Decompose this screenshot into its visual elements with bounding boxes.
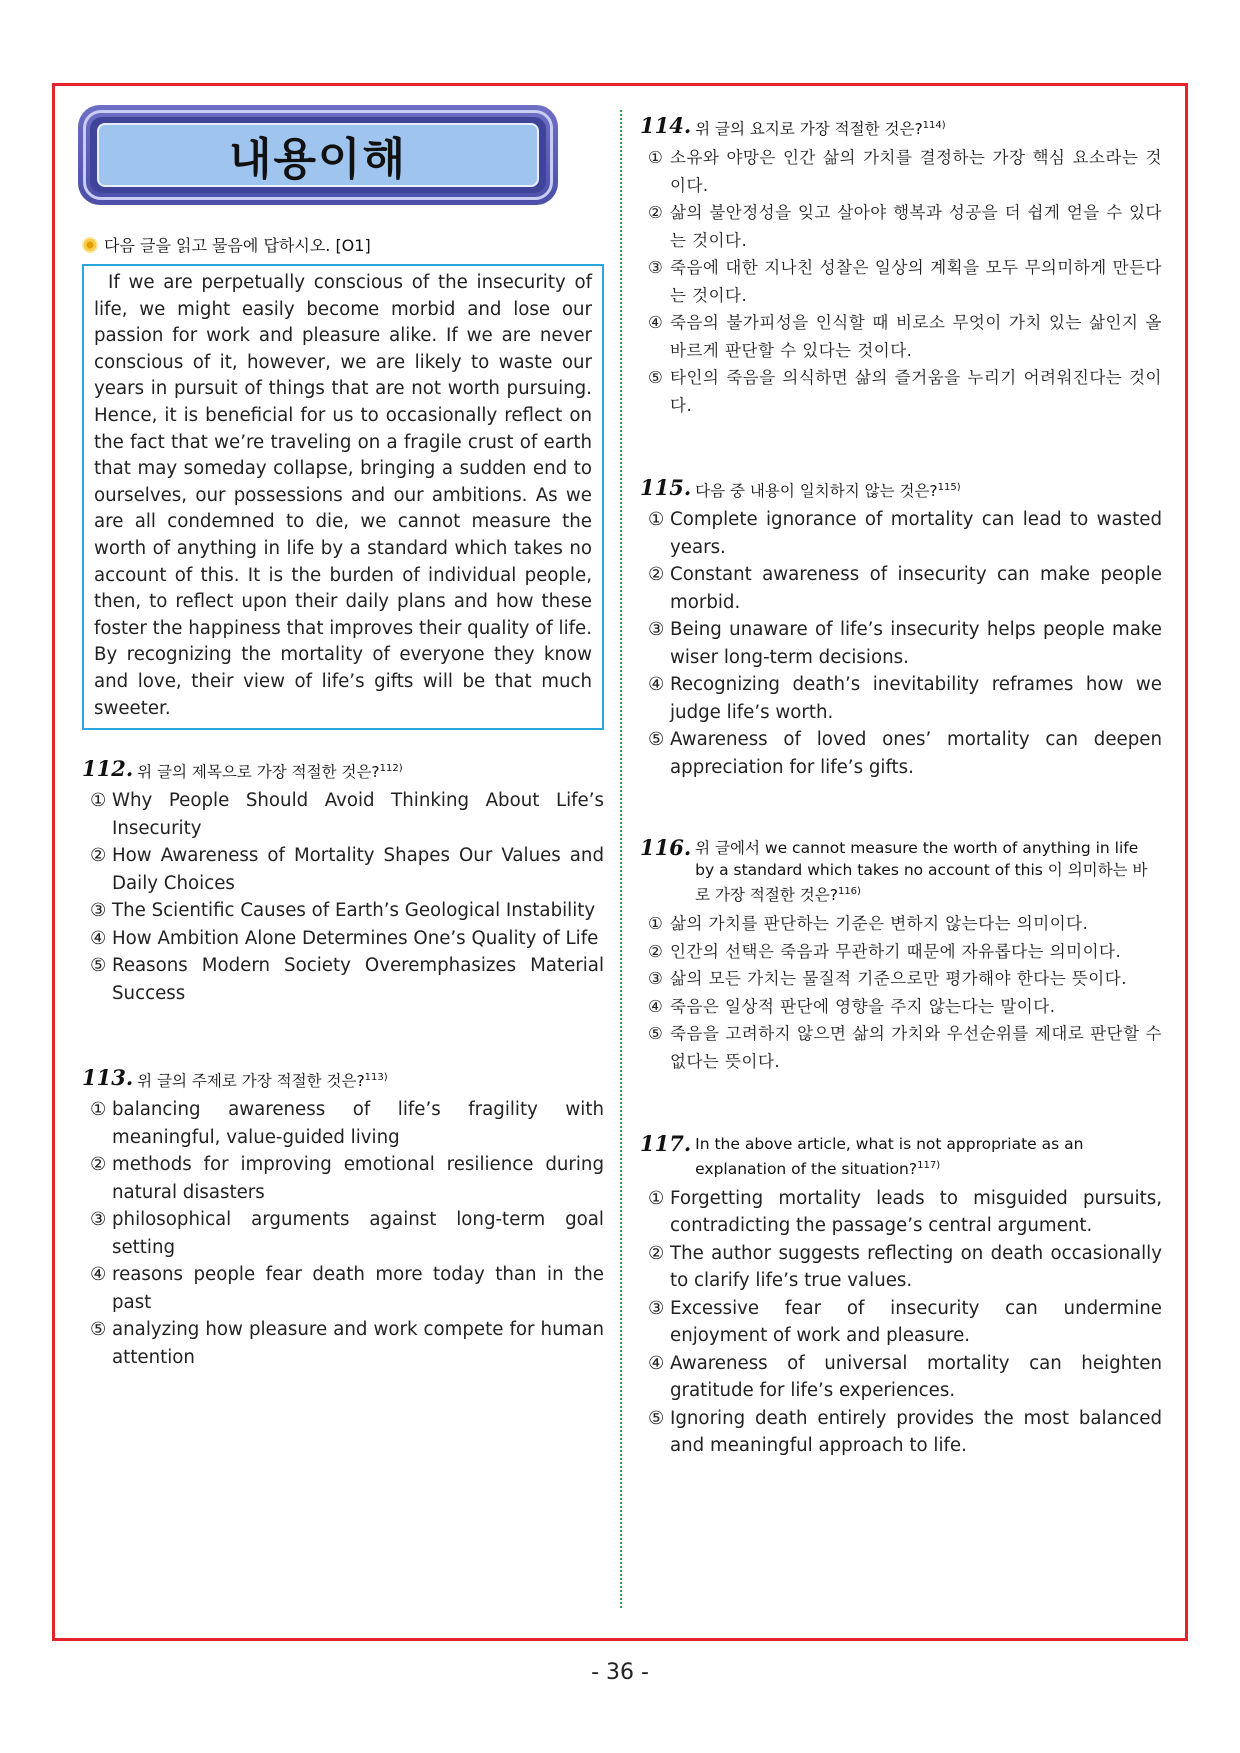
option-list [640,1185,1162,1460]
option-1[interactable]: ① Forgetting mortality leads to misguided pursuits, contradicting the passage’s central argument. [648,1187,1162,1237]
option-1[interactable]: ① Complete ignorance of mortality can lead to wasted years. [648,509,1162,558]
question-112 [82,758,604,1007]
option-5[interactable]: ⑤ analyzing how pleasure and work compete for human attention [90,1319,604,1368]
passage-text: If we are perpetually conscious of the insecurity of life, we might easily become morbid and lose our passion for work and pleasure alike. If we are never conscious of it, however, we are likely to waste our years in pursuit of things that are not worth pursuing. Hence, it is beneficial for us to occasionally reflect on the fact that we’re traveling on a fragile crust of earth that may someday collapse, bringing a sudden end to ourselves, our possessions and our ambitions. As we are all condemned to die, we cannot measure the worth of anything in life by a standard which takes no account of this. It is the burden of individual people, then, to reflect upon their daily plans and how these foster the happiness that improves their quality of life. By recognizing the mortality of everyone they know and love, their view of life’s gifts will be that much sweeter. [94,272,592,719]
question-header [82,758,604,783]
option-1[interactable]: ① 삶의 가치를 판단하는 기준은 변하지 않는다는 의미이다. [648,914,1089,934]
option-5[interactable]: ⑤ Awareness of loved ones’ mortality can deepen appreciation for life’s gifts. [648,729,1162,778]
question-116 [640,837,1162,1075]
question-text: 위 글에서 we cannot measure the worth of anything in life by a standard which takes no account of this 이 의미하는 바로 가장 적절한 것은? [695,839,1148,905]
option-4[interactable]: ④ Recognizing death’s inevitability reframes how we judge life’s worth. [648,674,1162,723]
option-list [82,1096,604,1371]
option-2[interactable]: ② methods for improving emotional resilience during natural disasters [90,1154,604,1203]
question-114 [640,115,1162,419]
question-text: 위 글의 제목으로 가장 적절한 것은? [137,763,380,782]
question-header [640,1133,1162,1180]
option-3[interactable]: ③ Excessive fear of insecurity can undermine enjoyment of work and pleasure. [648,1297,1162,1347]
question-text: 다음 중 내용이 일치하지 않는 것은? [695,482,938,501]
flower-icon [82,237,98,253]
option-4[interactable]: ④ 죽음은 일상적 판단에 영향을 주지 않는다는 말이다. [648,996,1056,1016]
option-1[interactable]: ① balancing awareness of life’s fragility with meaningful, value-guided living [90,1099,604,1148]
footnote-ref: 112) [379,763,403,775]
option-2[interactable]: ② 삶의 불안정성을 잊고 살아야 행복과 성공을 더 쉽게 얻을 수 있다는 것이다. [648,203,1162,250]
question-header [82,1067,604,1092]
option-2[interactable]: ② How Awareness of Mortality Shapes Our Values and Daily Choices [90,845,604,894]
question-number: 113. [82,1065,134,1091]
option-5[interactable]: ⑤ 죽음을 고려하지 않으면 삶의 가치와 우선순위를 제대로 판단할 수 없다는 뜻이다. [648,1024,1162,1071]
question-115 [640,477,1162,781]
footnote-ref: 114) [922,120,946,131]
option-1[interactable]: ① 소유와 야망은 인간 삶의 가치를 결정하는 가장 핵심 요소라는 것이다. [648,148,1162,195]
option-2[interactable]: ② The author suggests reflecting on death occasionally to clarify life’s true values. [648,1242,1162,1292]
option-3[interactable]: ③ 삶의 모든 가치는 물질적 기준으로만 평가해야 한다는 뜻이다. [648,969,1127,989]
question-number: 114. [640,113,692,138]
option-4[interactable]: ④ Awareness of universal mortality can heighten gratitude for life’s experiences. [648,1352,1162,1402]
option-3[interactable]: ③ The Scientific Causes of Earth’s Geological Instability [90,900,596,922]
question-number: 116. [640,835,692,861]
instruction-text: 다음 글을 읽고 물음에 답하시오. [O1] [104,236,371,255]
question-text: 위 글의 요지로 가장 적절한 것은? [695,120,923,139]
question-113 [82,1067,604,1371]
option-2[interactable]: ② Constant awareness of insecurity can make people morbid. [648,564,1162,613]
footnote-ref: 117) [917,1160,941,1172]
page-title: 내용이해 [97,123,539,187]
question-text: 위 글의 주제로 가장 적절한 것은? [137,1072,365,1091]
question-text: In the above article, what is not appropriate as an explanation of the situation? [695,1135,1084,1179]
footnote-ref: 113) [364,1072,388,1084]
option-list [640,910,1162,1075]
option-5[interactable]: ⑤ 타인의 죽음을 의식하면 삶의 즐거움을 누리기 어려워진다는 것이다. [648,368,1162,415]
option-list [82,787,604,1007]
option-4[interactable]: ④ 죽음의 불가피성을 인식할 때 비로소 무엇이 가치 있는 삶인지 올바르게 판단할 수 있다는 것이다. [648,313,1162,360]
option-5[interactable]: ⑤ Reasons Modern Society Overemphasizes Material Success [90,955,604,1004]
question-number: 112. [82,756,134,782]
question-number: 115. [640,475,692,501]
instruction [82,233,604,256]
question-header [640,837,1162,906]
reading-passage [82,264,604,730]
page-number: - 36 - [591,1660,649,1685]
footnote-ref: 116) [837,886,861,898]
option-3[interactable]: ③ 죽음에 대한 지나친 성찰은 일상의 계획을 모두 무의미하게 만든다는 것이다. [648,258,1162,305]
question-header [640,115,1162,140]
left-column [82,105,604,1371]
question-number: 117. [640,1131,692,1157]
question-header [640,477,1162,502]
option-list [640,506,1162,781]
option-3[interactable]: ③ philosophical arguments against long-term goal setting [90,1209,604,1258]
title-badge [78,105,558,205]
footnote-ref: 115) [937,482,961,494]
option-2[interactable]: ② 인간의 선택은 죽음과 무관하기 때문에 자유롭다는 의미이다. [648,941,1122,961]
option-1[interactable]: ① Why People Should Avoid Thinking About Life’s Insecurity [90,790,604,839]
right-column [640,105,1162,1460]
option-list [640,144,1162,419]
column-divider [620,110,622,1608]
option-3[interactable]: ③ Being unaware of life’s insecurity helps people make wiser long-term decisions. [648,619,1162,668]
option-5[interactable]: ⑤ Ignoring death entirely provides the most balanced and meaningful approach to life. [648,1407,1162,1457]
option-4[interactable]: ④ reasons people fear death more today than in the past [90,1264,604,1313]
question-117 [640,1133,1162,1459]
option-4[interactable]: ④ How Ambition Alone Determines One’s Quality of Life [90,927,599,949]
